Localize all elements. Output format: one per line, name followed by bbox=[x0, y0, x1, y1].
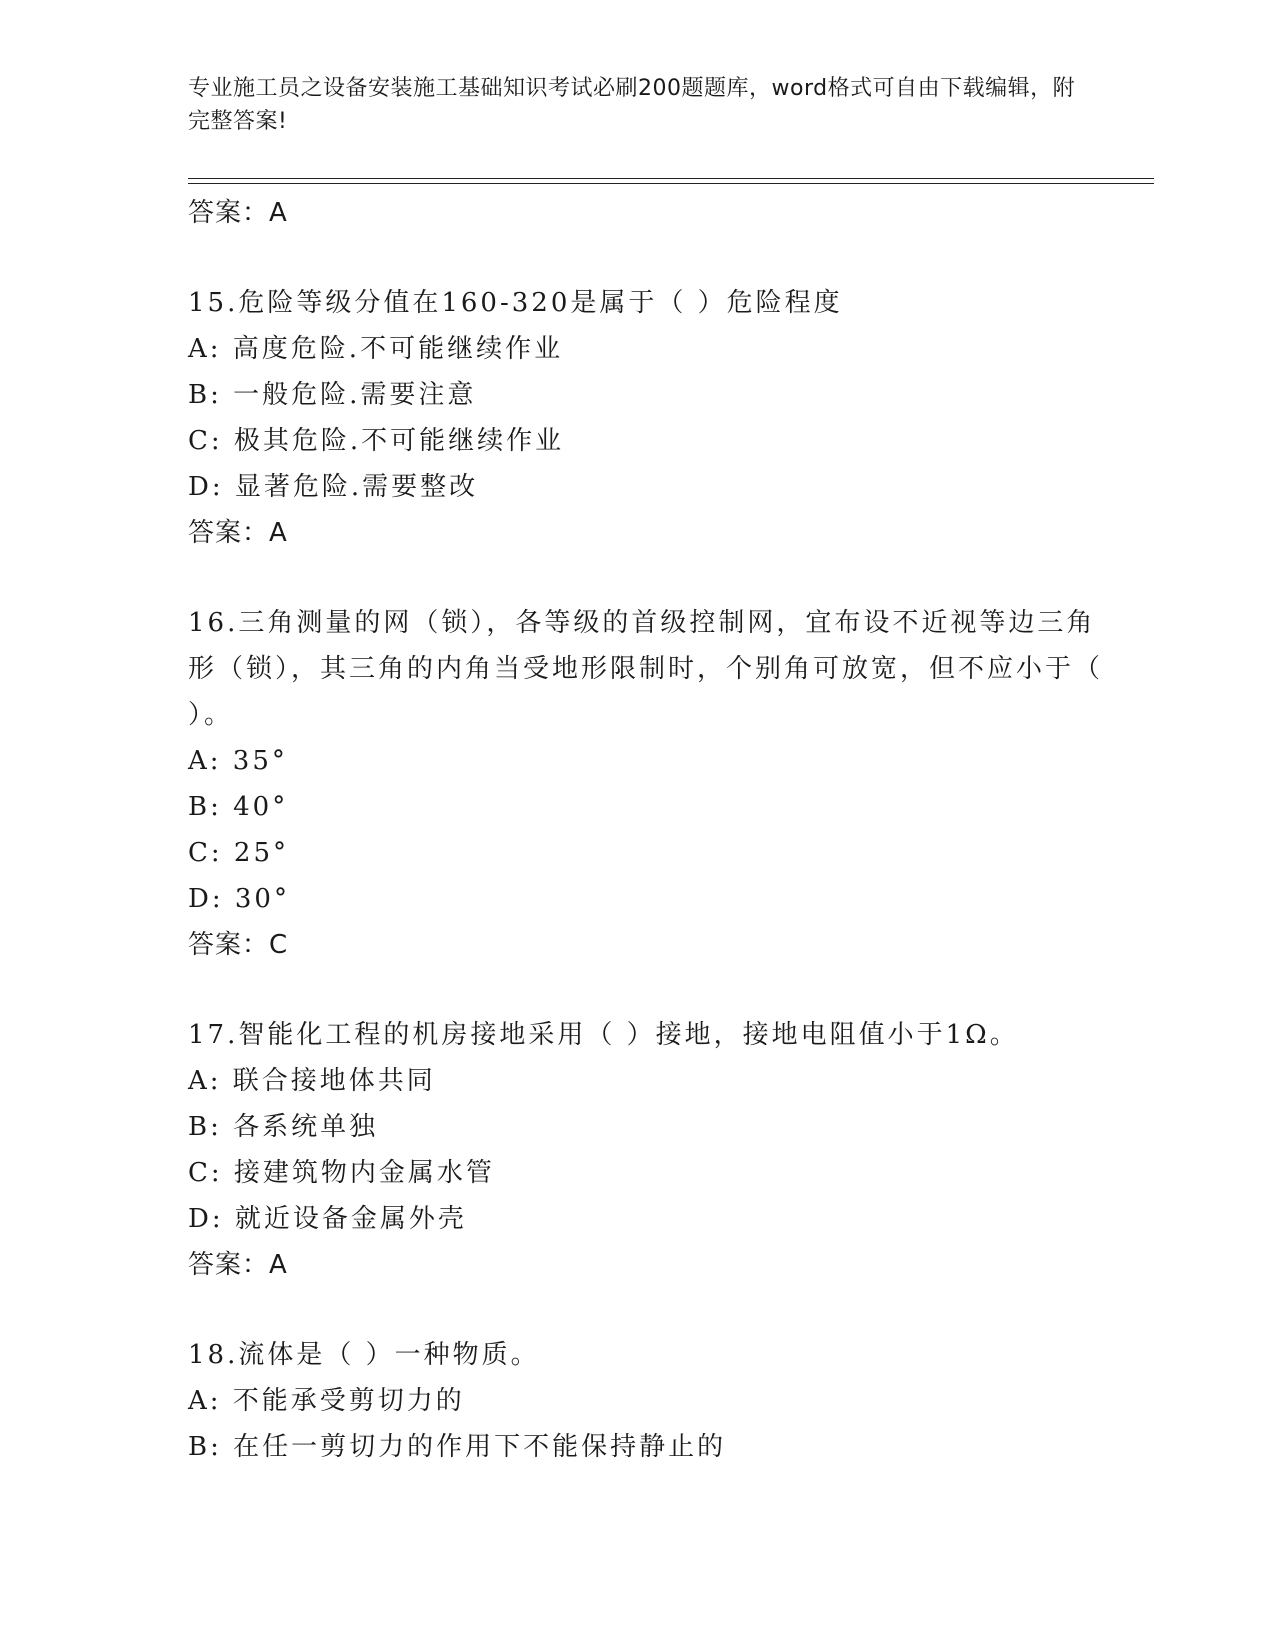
option-b: B: 一般危险.需要注意 bbox=[188, 380, 477, 410]
question-stem: 15.危险等级分值在160-320是属于（ ）危险程度 bbox=[188, 288, 843, 318]
option-d: D: 显著危险.需要整改 bbox=[188, 472, 479, 502]
answer-line: 答案：A bbox=[188, 198, 288, 228]
answer-line: 答案：C bbox=[188, 930, 289, 960]
option-a: A: 不能承受剪切力的 bbox=[188, 1386, 465, 1416]
option-c: C: 25° bbox=[188, 838, 290, 868]
question-block bbox=[188, 600, 1108, 968]
answer-line: 答案：A bbox=[188, 1250, 288, 1280]
document-header: 专业施工员之设备安装施工基础知识考试必刷200题题库，word格式可自由下载编辑，附完整答案! bbox=[188, 76, 1076, 134]
option-a: A: 联合接地体共同 bbox=[188, 1066, 436, 1096]
header-divider-bottom bbox=[188, 183, 1154, 184]
option-c: C: 接建筑物内金属水管 bbox=[188, 1158, 495, 1188]
question-block bbox=[188, 1012, 1108, 1288]
answer-line: 答案：A bbox=[188, 518, 288, 548]
question-block bbox=[188, 280, 1108, 556]
option-b: B: 40° bbox=[188, 792, 289, 822]
option-d: D: 30° bbox=[188, 884, 290, 914]
question-stem: 17.智能化工程的机房接地采用（ ）接地，接地电阻值小于1Ω。 bbox=[188, 1020, 1019, 1050]
header-divider-top bbox=[188, 178, 1154, 179]
question-list bbox=[188, 190, 1108, 1470]
option-b: B: 各系统单独 bbox=[188, 1112, 379, 1142]
option-a: A: 高度危险.不可能继续作业 bbox=[188, 334, 564, 364]
question-stem: 16.三角测量的网（锁），各等级的首级控制网，宜布设不近视等边三角形（锁），其三角的内角当受地形限制时，个别角可放宽，但不应小于（ ）。 bbox=[188, 608, 1104, 730]
option-b: B: 在任一剪切力的作用下不能保持静止的 bbox=[188, 1432, 727, 1462]
question-block bbox=[188, 1332, 1108, 1470]
question-stem: 18.流体是（ ）一种物质。 bbox=[188, 1340, 540, 1370]
option-d: D: 就近设备金属外壳 bbox=[188, 1204, 467, 1234]
option-c: C: 极其危险.不可能继续作业 bbox=[188, 426, 565, 456]
option-a: A: 35° bbox=[188, 746, 288, 776]
